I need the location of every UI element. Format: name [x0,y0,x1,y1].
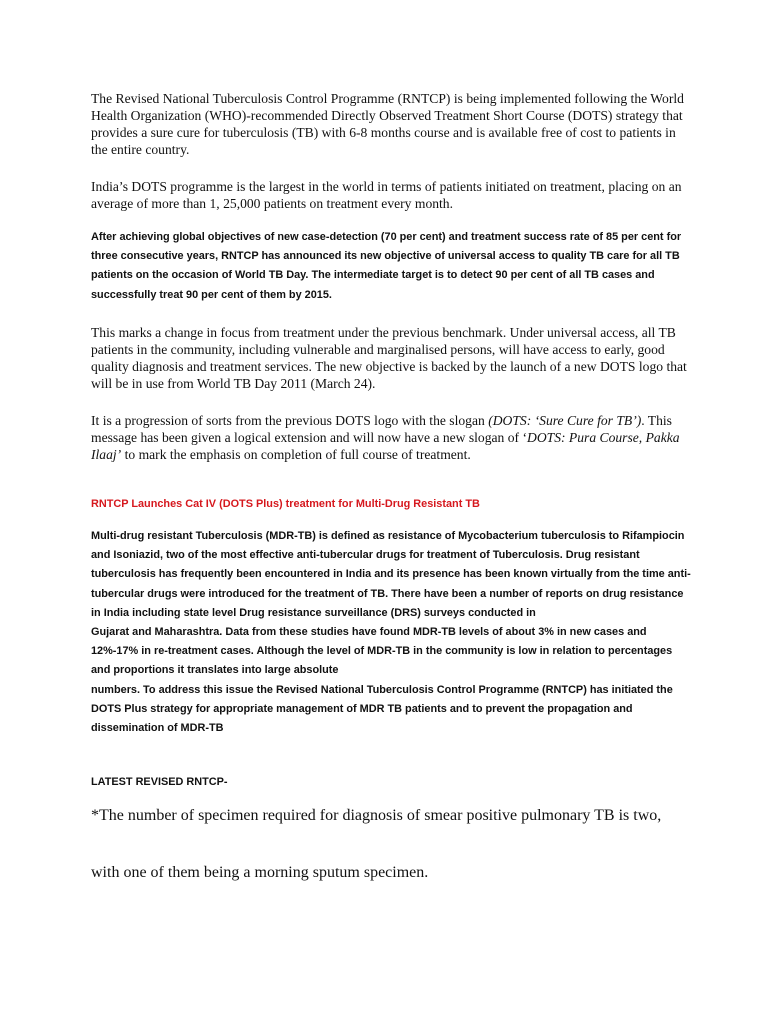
slogan-italic-1: (DOTS: ‘Sure Cure for TB’) [488,413,642,428]
paragraph-dots-programme: India’s DOTS programme is the largest in the world in terms of patients initiated on treatment, placing on an average of more than 1, 25,000 patients on treatment every month. [91,179,682,211]
heading-cat-iv-dots-plus: RNTCP Launches Cat IV (DOTS Plus) treatment for Multi-Drug Resistant TB [91,498,480,510]
heading-latest-revised-rntcp: LATEST REVISED RNTCP- [91,776,228,788]
mdr-tb-text-part-b: Gujarat and Maharashtra. Data from these studies have found MDR-TB levels of about 3% in new cases and 12%-17% in re-treatment cases. Although the level of MDR-TB in the community is low in relation to percentages and proportions it translates into large absolute [91,626,673,677]
mdr-tb-text-part-a: Multi-drug resistant Tuberculosis (MDR-TB) is defined as resistance of Mycobacterium tuberculosis to Rifampiocin and Isoniazid, two of the most effective anti-tubercular drugs for treatment of Tuberculosis. Drug resistant tuberculosis has frequently been encountered in India and its presence has been known virtually from the time anti-tubercular drugs were introduced for the treatment of TB. There have been a number of reports on drug resistance in India including state level Drug resistance surveillance (DRS) surveys conducted in [91,530,691,619]
paragraph-global-objectives: After achieving global objectives of new case-detection (70 per cent) and treatment success rate of 85 per cent for three consecutive years, RNTCP has announced its new objective of universal access to quality TB care for all TB patients on the occasion of World TB Day. The intermediate target is to detect 90 per cent of all TB cases and successfully treat 90 per cent of them by 2015. [91,231,682,301]
slogan-text-1: It is a progression of sorts from the previous DOTS logo with the slogan [91,413,489,428]
paragraph-specimen-count: *The number of specimen required for diagnosis of smear positive pulmonary TB is two, [91,807,662,824]
slogan-text-3: to mark the emphasis on completion of full course of treatment. [121,447,471,462]
paragraph-rntcp-intro: The Revised National Tuberculosis Control Programme (RNTCP) is being implemented following the World Health Organization (WHO)-recommended Directly Observed Treatment Short Course (DOTS) strategy that provides a sure cure for tuberculosis (TB) with 6-8 months course and is available free of cost to patients in the entire country. [91,91,684,157]
slogan-text-2: . This message has been given a logical extension and will now have a new slogan of ‘ [91,413,672,445]
paragraph-mdr-tb [91,527,691,738]
paragraph-dots-logo-slogan [91,412,691,463]
paragraph-change-in-focus: This marks a change in focus from treatment under the previous benchmark. Under universal access, all TB patients in the community, including vulnerable and marginalised persons, will have access to early, good quality diagnosis and treatment services. The new objective is backed by the launch of a new DOTS logo that will be in use from World TB Day 2011 (March 24). [91,325,687,391]
slogan-italic-2: DOTS: Pura Course, Pakka Ilaaj’ [91,430,680,462]
mdr-tb-text-part-c: numbers. To address this issue the Revised National Tuberculosis Control Programme (RNTCP) has initiated the DOTS Plus strategy for appropriate management of MDR TB patients and to prevent the propagation and dissemination of MDR-TB [91,683,673,735]
paragraph-morning-sputum: with one of them being a morning sputum specimen. [91,864,429,881]
